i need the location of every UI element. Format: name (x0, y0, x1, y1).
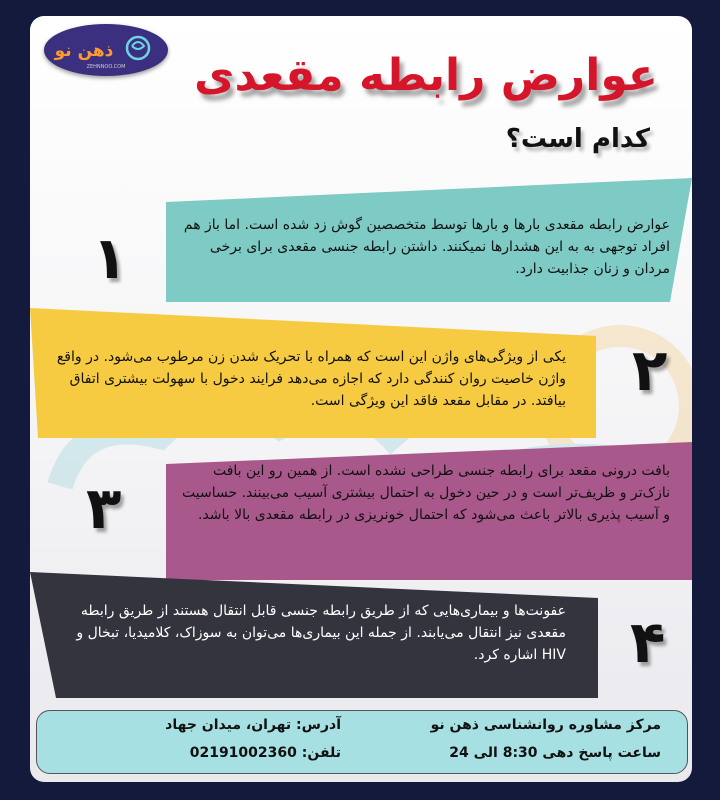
item-3-number: ۳ (86, 474, 122, 542)
logo-tagline: ZEHNNOO.COM (86, 64, 126, 70)
brand-logo[interactable] (44, 24, 168, 76)
footer-address: آدرس: تهران، میدان جهاد (165, 717, 341, 733)
item-1 (170, 214, 670, 300)
page-title: عوارض رابطه مقعدی (194, 50, 658, 101)
item-4-number: ۴ (630, 608, 666, 676)
footer-center-name: مرکز مشاوره روانشناسی ذهن نو (430, 717, 661, 733)
item-3-text: بافت درونی مقعد برای رابطه جنسی طراحی نشده است. از همین رو این بافت نازک‌تر و ظریف‌تر است و در حین دخول به احتمال بیشتری آسیب می‌بینند. حساسیت و آسیب پذیری بالاتر باعث می‌شود که احتمال خونریزی در رابطه مقعدی بالا باشد. (182, 463, 670, 523)
item-3 (170, 460, 670, 578)
item-2 (50, 346, 566, 432)
contact-footer (36, 710, 688, 774)
page-subtitle: کدام است؟ (505, 124, 650, 154)
infographic-card (30, 16, 692, 782)
item-1-text: عوارض رابطه مقعدی بارها و بارها توسط متخصصین گوش زد شده است. اما باز هم افراد توجهی به به این هشدارها نمیکنند. داشتن رابطه جنسی مقعدی برای برخی مردان و زنان جذابیت دارد. (183, 217, 670, 277)
item-4 (50, 600, 566, 692)
item-1-number: ۱ (92, 224, 128, 292)
footer-hours: ساعت پاسخ دهی 8:30 الی 24 (449, 745, 661, 761)
item-2-text: یکی از ویژگی‌های واژن این است که همراه با تحریک شدن زن مرطوب می‌شود. در واقع واژن خاصیت روان کنندگی دارد که اجازه می‌دهد فرایند دخول با سهولت بیشتری اتفاق بیافتد. در مقابل مقعد فاقد این ویژگی است. (56, 349, 566, 409)
footer-phone[interactable]: تلفن: 02191002360 (189, 745, 341, 761)
item-2-number: ۲ (632, 336, 668, 404)
item-4-text: عفونت‌ها و بیماری‌هایی که از طریق رابطه جنسی قابل انتقال هستند از طریق رابطه مقعدی نیز انتقال می‌یابند. از جمله این بیماری‌ها می‌توان به سوزاک، کلامیدیا، تبخال و HIV اشاره کرد. (76, 603, 566, 663)
logo-text: ذهن نو (54, 41, 114, 61)
